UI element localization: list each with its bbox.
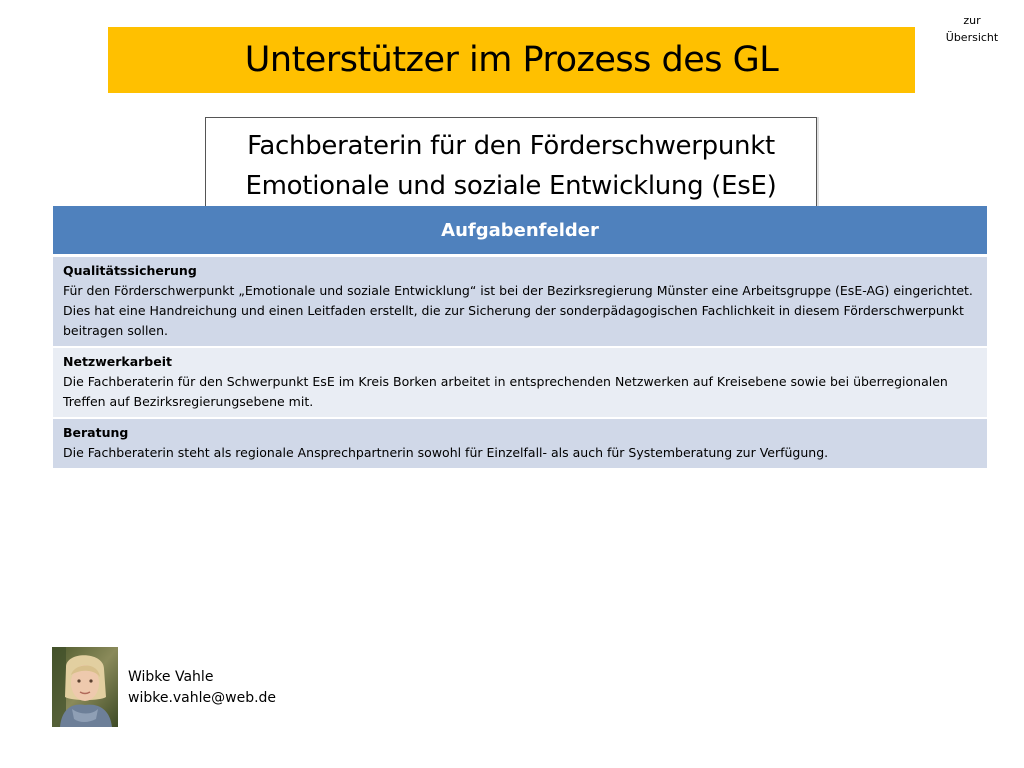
row-text: Die Fachberaterin steht als regionale Ansprechpartnerin sowohl für Einzelfall- als auch für Systemberatung zur Verfügung. <box>63 445 829 460</box>
contact-info <box>128 667 276 709</box>
tasks-table-header: Aufgabenfelder <box>53 206 987 257</box>
tasks-table-header-row <box>53 206 987 257</box>
row-text: Für den Förderschwerpunkt „Emotionale und soziale Entwicklung“ ist bei der Bezirksregierung Münster eine Arbeitsgruppe (EsE-AG) eingerichtet. Dies hat eine Handreichung und einen Leitfaden erstellt, die zur Sicherung der sonderpädagogischen Fachlichkeit in diesem Förderschwerpunkt beitragen sollen. <box>63 283 973 338</box>
table-cell-quality <box>53 257 987 348</box>
person-photo-icon <box>52 647 118 727</box>
contact-name: Wibke Vahle <box>128 669 214 685</box>
role-title-line2: Emotionale und soziale Entwicklung (EsE) <box>245 171 777 201</box>
overview-link-line1: zur <box>963 14 981 27</box>
table-row <box>53 348 987 419</box>
contact-email[interactable]: wibke.vahle@web.de <box>128 690 277 706</box>
role-title-line1: Fachberaterin für den Förderschwerpunkt <box>247 131 775 161</box>
table-cell-network <box>53 348 987 419</box>
overview-link[interactable] <box>932 12 1012 46</box>
page-title: Unterstützer im Prozess des GL <box>244 40 779 80</box>
row-heading: Beratung <box>63 425 129 440</box>
table-row <box>53 419 987 470</box>
role-title-box <box>205 117 817 217</box>
row-heading: Qualitätssicherung <box>63 263 197 278</box>
table-cell-consulting <box>53 419 987 470</box>
row-heading: Netzwerkarbeit <box>63 354 172 369</box>
title-banner <box>108 27 915 93</box>
portrait-photo <box>52 647 118 727</box>
row-text: Die Fachberaterin für den Schwerpunkt EsE im Kreis Borken arbeitet in entsprechenden Netzwerken auf Kreisebene sowie bei überregionalen Treffen auf Bezirksregierungsebene mit. <box>63 374 948 409</box>
tasks-table <box>53 206 987 470</box>
overview-link-line2: Übersicht <box>945 31 999 44</box>
table-row <box>53 257 987 348</box>
